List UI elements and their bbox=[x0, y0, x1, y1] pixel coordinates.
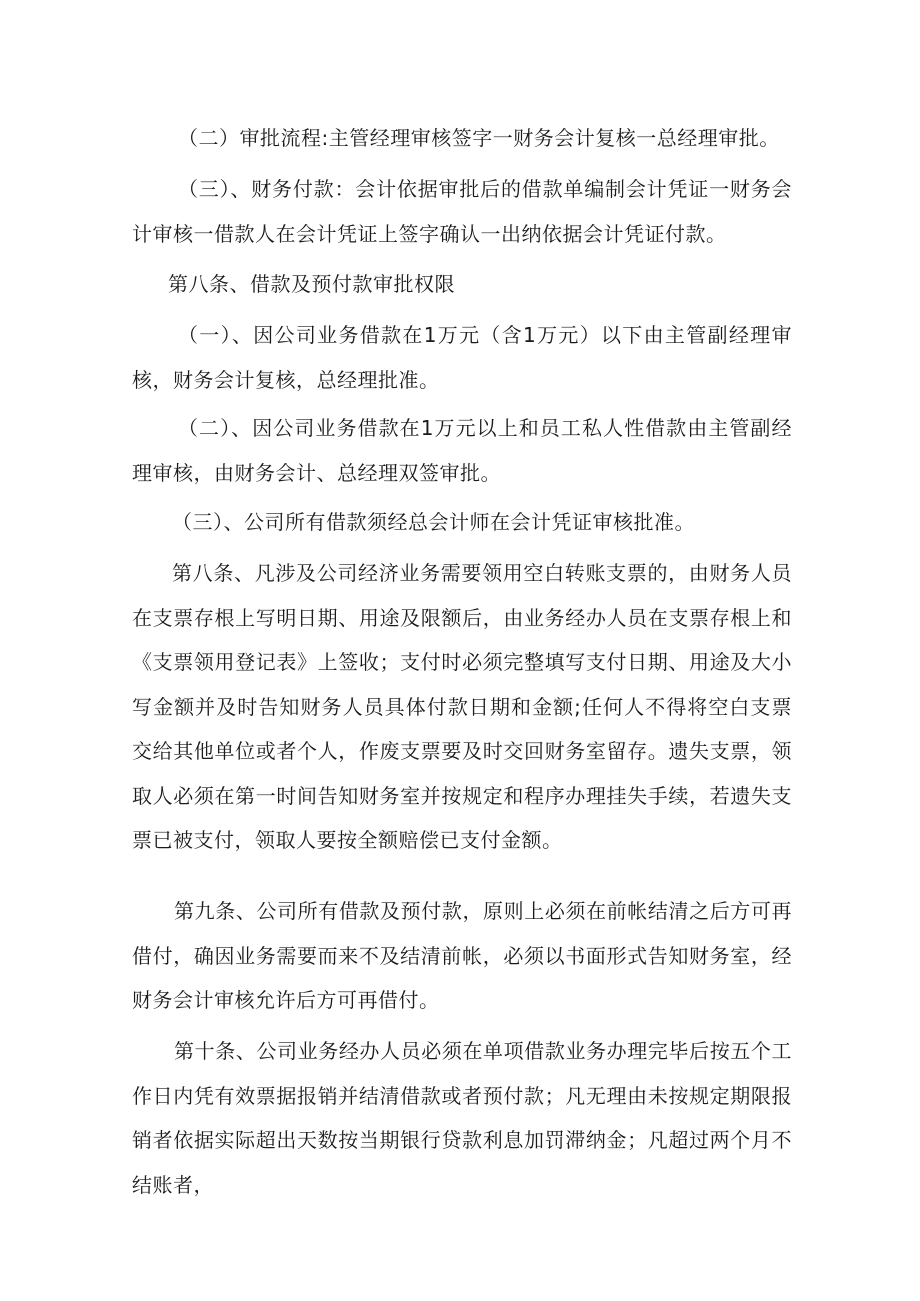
paragraph-article-8-heading: 第八条、借款及预付款审批权限 bbox=[168, 272, 455, 296]
paragraph-article-10: 第十条、公司业务经办人员必须在单项借款业务办理完毕后按五个工作日内凭有效票据报销并结清借款或者预付款；凡无理由未按规定期限报销者依据实际超出天数按当期银行贷款利息加罚滞纳金；凡超过两个月不结账者， bbox=[132, 1039, 792, 1197]
paragraph-approval-limit-3: （三）、公司所有借款须经总会计师在会计凭证审核批准。 bbox=[172, 510, 695, 534]
paragraph-article-8-checks: 第八条、凡涉及公司经济业务需要领用空白转账支票的，由财务人员在支票存根上写明日期、用途及限额后，由业务经办人员在支票存根上和《支票领用登记表》上签收；支付时必须完整填写支付日期、用途及大小写金额并及时告知财务人员具体付款日期和金额;任何人不得将空白支票交给其他单位或者个人，作废支票要及时交回财务室留存。遗失支票，领取人必须在第一时间告知财务室并按规定和程序办理挂失手续，若遗失支票已被支付，领取人要按全额赔偿已支付金额。 bbox=[132, 561, 792, 852]
paragraph-approval-process: （二）审批流程:主管经理审核签字一财务会计复核一总经理审批。 bbox=[178, 126, 780, 150]
paragraph-approval-limit-1: （一）、因公司业务借款在1万元（含1万元）以下由主管副经理审核，财务会计复核，总经理批准。 bbox=[132, 323, 792, 392]
paragraph-approval-limit-2: （二）、因公司业务借款在1万元以上和员工私人性借款由主管副经理审核，由财务会计、总经理双签审批。 bbox=[132, 416, 792, 485]
paragraph-article-9: 第九条、公司所有借款及预付款，原则上必须在前帐结清之后方可再借付，确因业务需要而来不及结清前帐，必须以书面形式告知财务室，经财务会计审核允许后方可再借付。 bbox=[132, 899, 792, 1012]
paragraph-finance-payment: （三）、财务付款：会计依据审批后的借款单编制会计凭证一财务会计审核一借款人在会计凭证上签字确认一出纳依据会计凭证付款。 bbox=[132, 177, 792, 246]
